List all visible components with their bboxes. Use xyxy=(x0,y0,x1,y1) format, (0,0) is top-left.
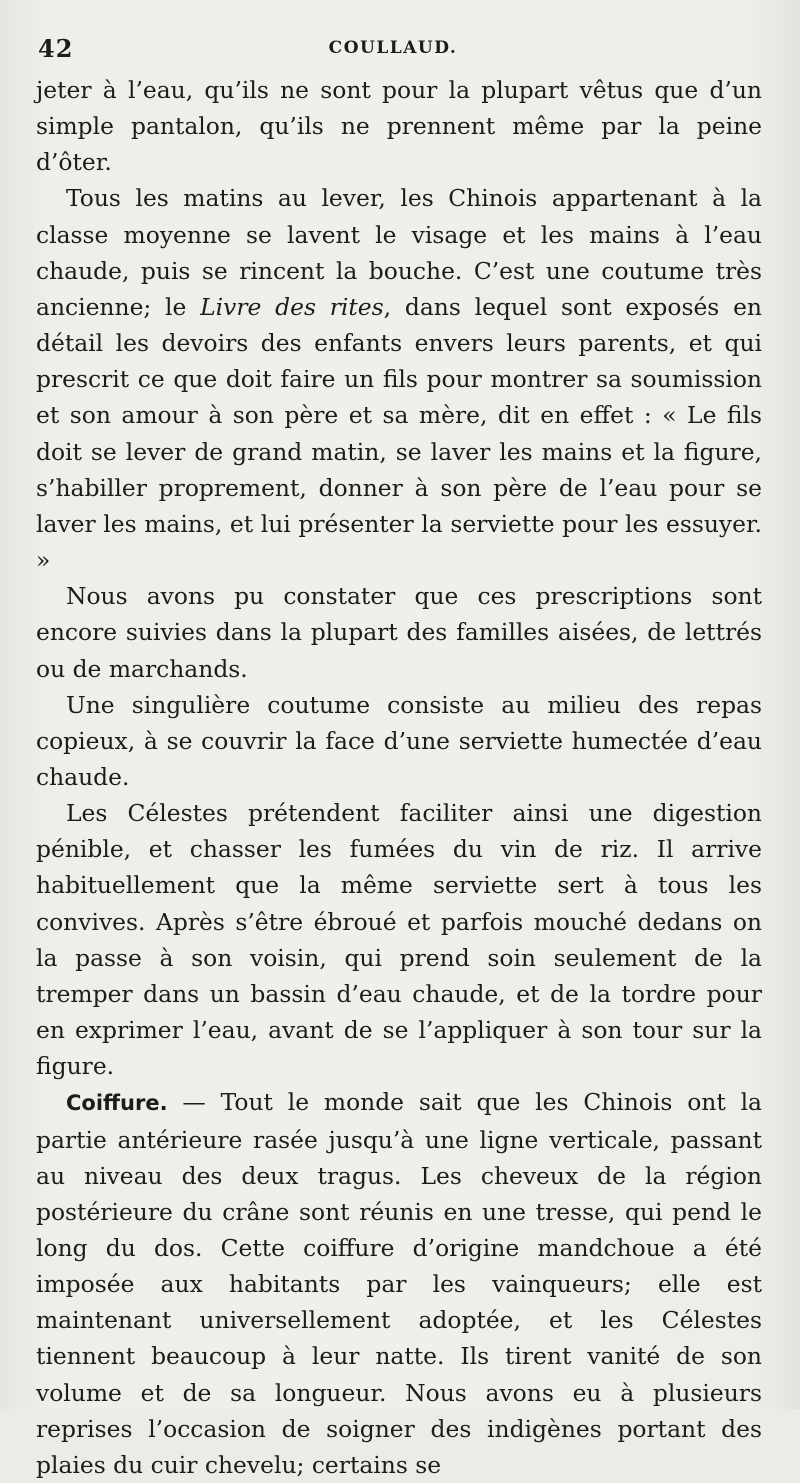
paragraph-coiffure: Coiffure. — Tout le monde sait que les Chinois ont la partie antérieure rasée jusqu’à une ligne verticale, passant au niveau des deux tragus. Les cheveux de la région postérieure du crâne sont réunis en une tresse, qui pend le long du dos. Cette coiffure d’origine mandchoue a été imposée aux habitants par les vainqueurs; elle est maintenant universellement adoptée, et les Célestes tiennent beaucoup à leur natte. Ils tirent vanité de son volume et de sa longueur. Nous avons eu à plusieurs reprises l’occasion de soigner des indigènes portant des plaies du cuir chevelu; certains se xyxy=(36,1088,762,1479)
page-header xyxy=(38,34,748,70)
running-head: COULLAUD. xyxy=(328,38,458,58)
paragraph-prescriptions: Nous avons pu constater que ces prescriptions sont encore suivies dans la plupart des familles aisées, de lettrés ou de marchands. xyxy=(36,582,762,683)
page-number: 42 xyxy=(38,34,74,63)
book-title-livre-des-rites: Livre des rites xyxy=(200,292,384,321)
section-heading-coiffure: Coiffure. xyxy=(66,1091,168,1116)
body-text xyxy=(36,72,762,1483)
paragraph-towel-custom: Une singulière coutume consiste au milieu des repas copieux, à se couvrir la face d’une serviette humectée d’eau chaude. xyxy=(36,690,762,791)
paragraph-digestion: Les Célestes prétendent faciliter ainsi une digestion pénible, et chasser les fumées du vin de riz. Il arrive habituellement que la même serviette sert à tous les convives. Après s’être ébroué et parfois mouché dedans on la passe à son voisin, qui prend soin seulement de la tremper dans un bassin d’eau chaude, et de la tordre pour en exprimer l’eau, avant de se l’appliquer à son tour sur la figure. xyxy=(36,799,762,1081)
paragraph-continuation: jeter à l’eau, qu’ils ne sont pour la plupart vêtus que d’un simple pantalon, qu’ils ne prennent même par la peine d’ôter. xyxy=(36,76,762,177)
paragraph-morning-washing: Tous les matins au lever, les Chinois appartenant à la classe moyenne se lavent le visage et les mains à l’eau chaude, puis se rincent la bouche. C’est une coutume très ancienne; le Livre des rites, dans lequel sont exposés en détail les devoirs des enfants envers leurs parents, et qui prescrit ce que doit faire un fils pour montrer sa soumission et son amour à son père et sa mère, dit en effet : « Le fils doit se lever de grand matin, se laver les mains et la figure, s’habiller proprement, donner à son père de l’eau pour se laver les mains, et lui présenter la serviette pour les essuyer. » xyxy=(36,184,762,575)
